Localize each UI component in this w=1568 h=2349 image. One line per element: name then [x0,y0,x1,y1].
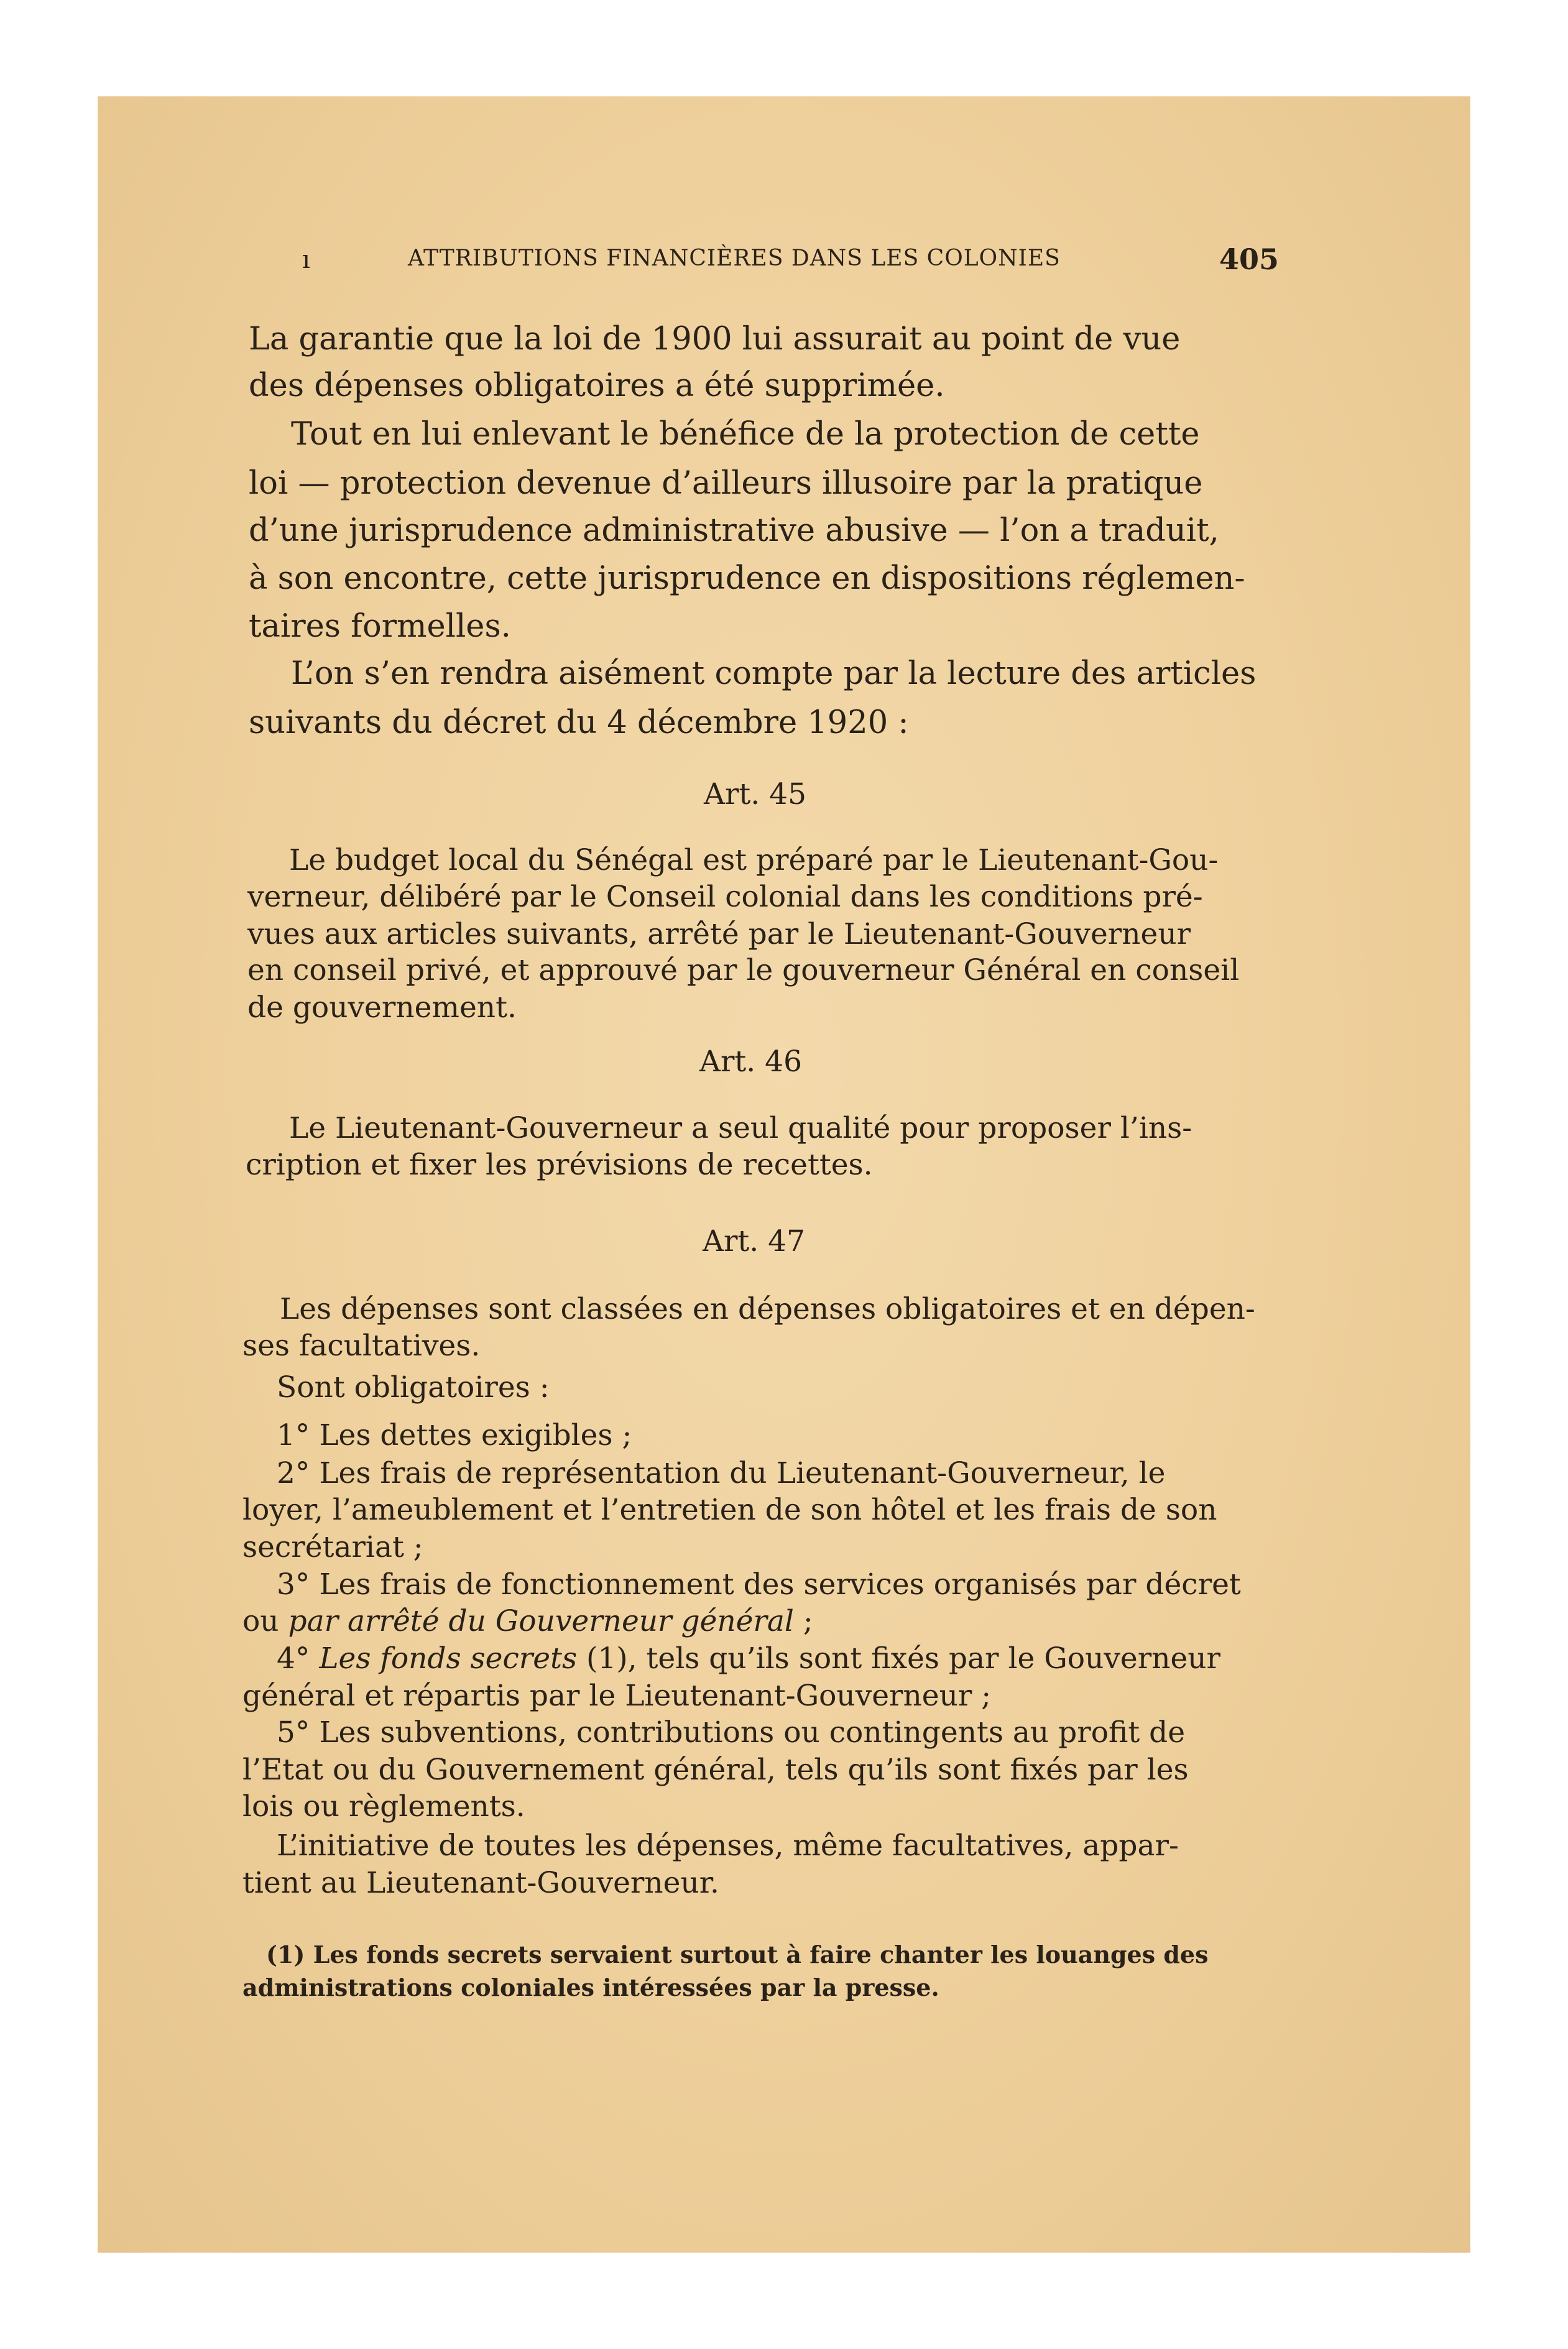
article-line: Le Lieutenant-Gouverneur a seul qualité pour proposer l’ins- [289,1111,1192,1145]
running-title: ATTRIBUTIONS FINANCIÈRES DANS LES COLONIES [408,246,1061,271]
line-prefix: 4° [277,1641,320,1676]
footnote-line: (1) Les fonds secrets servaient surtout à faire chanter les louanges des [266,1941,1209,1968]
article-line: secrétariat ; [242,1530,423,1564]
article-line: tient au Lieutenant-Gouverneur. [242,1866,719,1900]
article-line: cription et fixer les prévisions de recettes. [246,1148,873,1182]
intro-line: loi — protection devenue d’ailleurs illusoire par la pratique [249,465,1203,502]
article-line: de gouvernement. [247,990,517,1025]
footnote-line: administrations coloniales intéressées par la presse. [242,1973,939,2001]
intro-line: à son encontre, cette jurisprudence en dispositions réglemen- [249,560,1245,597]
article-heading: Art. 47 [703,1224,805,1258]
line-suffix: (1), tels qu’ils sont fixés par le Gouverneur [577,1641,1221,1676]
article-line: 5° Les subventions, contributions ou contingents au profit de [277,1715,1186,1750]
article-line: verneur, délibéré par le Conseil colonial dans les conditions pré- [247,880,1203,914]
article-line: L’initiative de toutes les dépenses, même facultatives, appar- [277,1829,1179,1863]
italic-phrase: Les fonds secrets [319,1641,578,1676]
header-mark: ı [302,246,310,274]
line-prefix: ou [242,1604,288,1638]
italic-phrase: par arrêté du Gouverneur général [288,1604,794,1638]
intro-line: Tout en lui enlevant le bénéfice de la protection de cette [291,416,1200,453]
article-line: vues aux articles suivants, arrêté par le Lieutenant-Gouverneur [247,917,1191,951]
article-line: l’Etat ou du Gouvernement général, tels qu’ils sont fixés par les [242,1753,1189,1787]
article-line: Les dépenses sont classées en dépenses obligatoires et en dépen- [280,1292,1255,1326]
intro-line: suivants du décret du 4 décembre 1920 : [249,704,909,741]
article-line: en conseil privé, et approuvé par le gouverneur Général en conseil [247,953,1240,987]
article-line: lois ou règlements. [242,1789,525,1824]
intro-line: des dépenses obligatoires a été supprimée. [249,367,945,404]
article-line: 1° Les dettes exigibles ; [277,1418,632,1452]
intro-line: taires formelles. [249,608,511,645]
page-number: 405 [1219,242,1280,276]
article-line [242,1604,813,1638]
article-line [277,1641,1221,1676]
article-line: général et répartis par le Lieutenant-Gouverneur ; [242,1679,992,1713]
intro-line: La garantie que la loi de 1900 lui assurait au point de vue [249,321,1181,358]
intro-line: d’une jurisprudence administrative abusive — l’on a traduit, [249,512,1219,549]
article-line: Le budget local du Sénégal est préparé par le Lieutenant-Gou- [289,843,1219,877]
article-line: 3° Les frais de fonctionnement des services organisés par décret [277,1567,1241,1602]
article-heading: Art. 46 [699,1045,802,1079]
article-line: ses facultatives. [242,1329,481,1363]
article-heading: Art. 45 [704,777,806,811]
intro-line: L’on s’en rendra aisément compte par la lecture des articles [291,655,1257,692]
line-suffix: ; [793,1604,813,1638]
article-line: loyer, l’ameublement et l’entretien de son hôtel et les frais de son [242,1493,1217,1527]
article-line: 2° Les frais de représentation du Lieutenant-Gouverneur, le [277,1456,1166,1490]
article-line: Sont obligatoires : [277,1370,550,1405]
